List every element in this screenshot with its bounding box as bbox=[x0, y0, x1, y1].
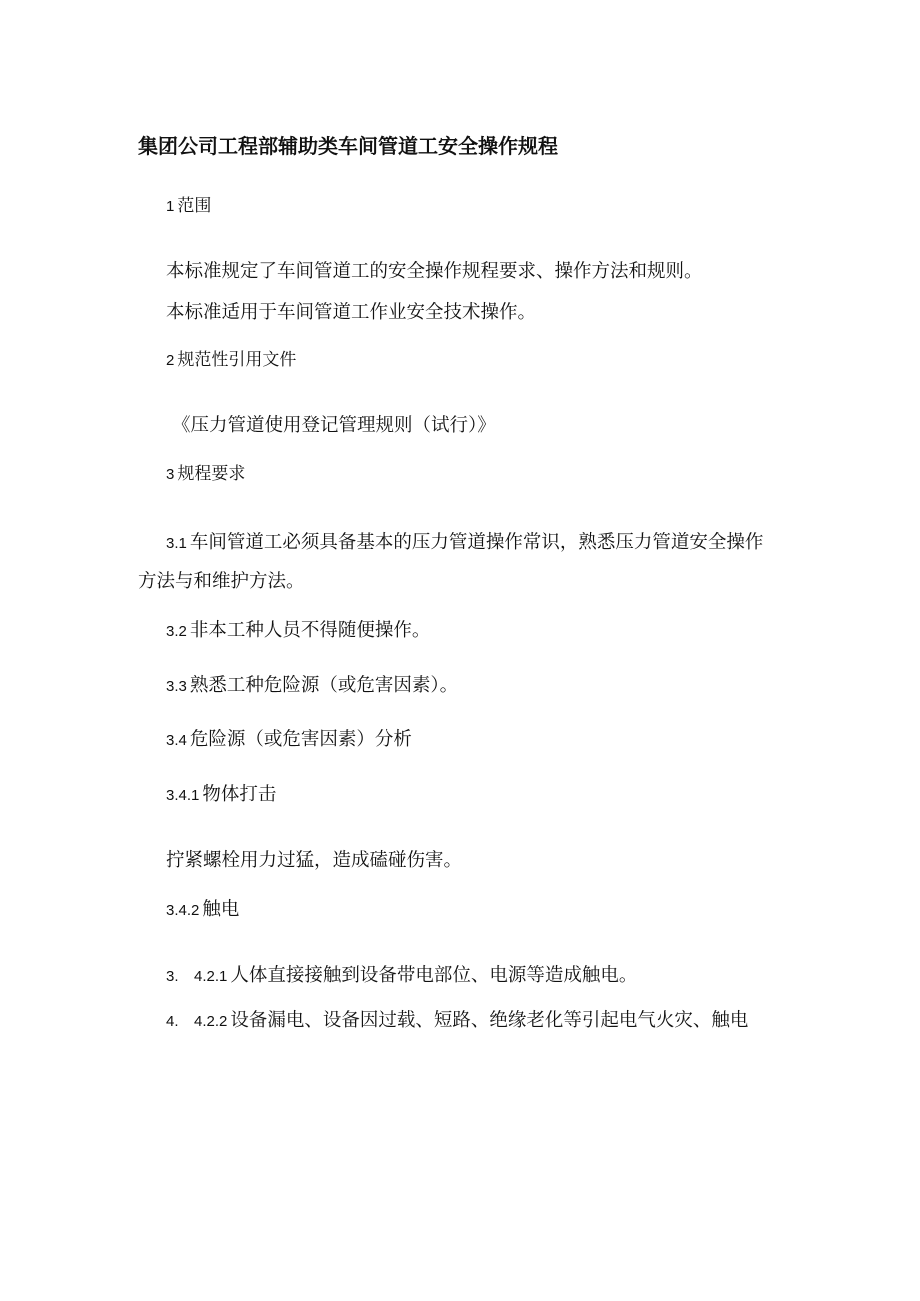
section-number: 1 bbox=[166, 198, 175, 215]
clause-number: 3.3 bbox=[166, 678, 187, 695]
list-marker: 4. bbox=[166, 1013, 179, 1030]
section-2-heading bbox=[166, 352, 296, 369]
section-label: 范围 bbox=[177, 196, 212, 216]
clause-3-1 bbox=[166, 534, 763, 553]
list-item bbox=[166, 1012, 748, 1031]
clause-text: 设备漏电、设备因过载、短路、绝缘老化等引起电气火灾、触电 bbox=[230, 1010, 749, 1031]
clause-3-3 bbox=[166, 677, 458, 696]
clause-number: 3.4.2 bbox=[166, 902, 200, 919]
clause-text: 危险源（或危害因素）分析 bbox=[189, 729, 412, 750]
clause-text: 人体直接接触到设备带电部位、电源等造成触电。 bbox=[230, 965, 638, 986]
section-1-heading bbox=[166, 198, 211, 215]
scope-paragraph-1: 本标准规定了车间管道工的安全操作规程要求、操作方法和规则。 bbox=[166, 261, 703, 282]
scope-paragraph-2: 本标准适用于车间管道工作业安全技术操作。 bbox=[166, 302, 537, 323]
clause-3-4-1 bbox=[166, 786, 276, 805]
list-item bbox=[166, 967, 637, 986]
clause-number: 3.2 bbox=[166, 623, 187, 640]
clause-text: 熟悉工种危险源（或危害因素）。 bbox=[189, 675, 459, 696]
clause-number: 4.2.2 bbox=[194, 1013, 228, 1030]
clause-3-4-1-paragraph: 拧紧螺栓用力过猛，造成磕碰伤害。 bbox=[166, 850, 463, 871]
clause-number: 3.4 bbox=[166, 732, 187, 749]
clause-3-2 bbox=[166, 622, 430, 641]
clause-text: 非本工种人员不得随便操作。 bbox=[189, 620, 431, 641]
clause-number: 3.4.1 bbox=[166, 787, 200, 804]
document-title: 集团公司工程部辅助类车间管道工安全操作规程 bbox=[138, 134, 558, 158]
reference-document: 《压力管道使用登记管理规则（试行）》 bbox=[172, 415, 496, 436]
list-marker: 3. bbox=[166, 968, 179, 985]
clause-3-1-continuation: 方法与和维护方法。 bbox=[138, 571, 305, 592]
section-number: 2 bbox=[166, 352, 175, 369]
section-3-heading bbox=[166, 466, 245, 483]
section-label: 规程要求 bbox=[177, 464, 246, 484]
clause-text: 物体打击 bbox=[202, 784, 277, 805]
clause-text: 触电 bbox=[202, 899, 240, 920]
clause-number: 4.2.1 bbox=[194, 968, 228, 985]
section-number: 3 bbox=[166, 466, 175, 483]
clause-text: 车间管道工必须具备基本的压力管道操作常识，熟悉压力管道安全操作 bbox=[189, 532, 764, 553]
clause-3-4-2 bbox=[166, 901, 239, 920]
clause-number: 3.1 bbox=[166, 535, 187, 552]
clause-3-4 bbox=[166, 731, 412, 750]
section-label: 规范性引用文件 bbox=[177, 350, 297, 370]
